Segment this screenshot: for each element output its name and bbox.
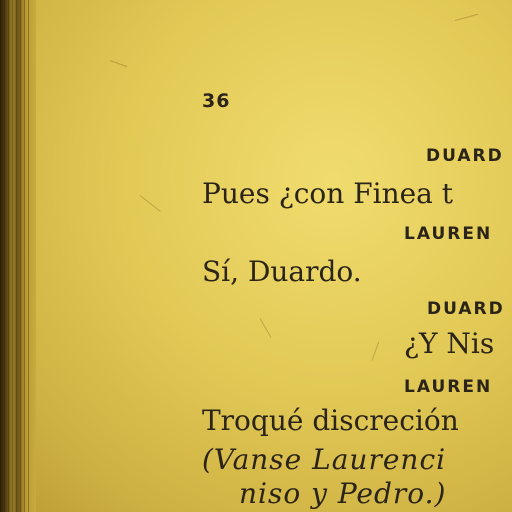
verse-line: Sí, Duardo.: [202, 255, 362, 288]
stage-direction: (Vanse Laurenci: [202, 443, 447, 476]
verse-line: Pues ¿con Finea t: [202, 177, 454, 210]
paper-fiber: [140, 195, 161, 212]
paper-fiber: [372, 342, 380, 361]
page-edges: [4, 0, 32, 512]
paper-fiber: [260, 318, 272, 338]
speaker-name: LAUREN: [404, 224, 493, 244]
stage-direction: niso y Pedro.): [239, 477, 447, 510]
book-spine: [0, 0, 36, 512]
verse-line: Troqué discreción: [202, 404, 459, 437]
verse-line: ¿Y Nis: [404, 327, 495, 360]
page-number: 36: [202, 90, 231, 112]
paper-fiber: [110, 60, 127, 67]
paper-fiber: [455, 14, 478, 21]
speaker-name: DUARD: [427, 299, 505, 319]
speaker-name: DUARD: [426, 146, 504, 166]
speaker-name: LAUREN: [404, 377, 493, 397]
